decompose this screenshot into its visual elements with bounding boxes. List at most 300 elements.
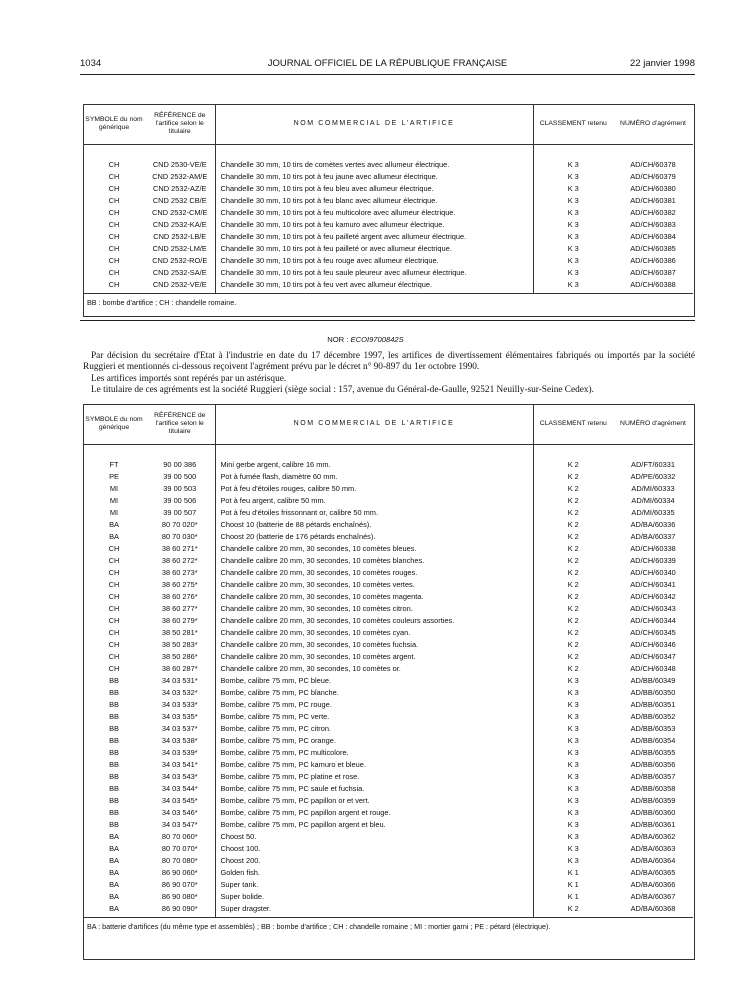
numero-cell: AD/CH/60341 <box>630 579 676 589</box>
numero-cell: AD/BB/60352 <box>630 711 676 721</box>
classement-cell: K 2 <box>567 579 579 589</box>
page-header <box>80 58 695 72</box>
reference-cell: CND 2532-AZ/E <box>153 183 207 193</box>
table-row <box>83 699 693 711</box>
reference-cell: CND 2532-CM/E <box>152 207 208 217</box>
numero-cell: AD/CH/60338 <box>630 543 676 553</box>
numero-cell: AD/MI/60335 <box>631 507 675 517</box>
numero-cell: AD/BB/60356 <box>630 759 676 769</box>
classement-cell: K 1 <box>567 867 579 877</box>
table-row <box>83 219 693 231</box>
table-row <box>83 807 693 819</box>
classement-cell: K 2 <box>567 459 579 469</box>
numero-cell: AD/BB/60359 <box>630 795 676 805</box>
numero-cell: AD/BB/60349 <box>630 675 676 685</box>
nom-commercial-cell: Bombe, calibre 75 mm, PC rouge. <box>215 699 533 711</box>
nom-commercial-cell: Super dragster. <box>215 903 533 918</box>
section-rule <box>80 320 695 321</box>
table-row <box>83 759 693 771</box>
symbole-cell: CH <box>108 231 120 241</box>
numero-cell: AD/BB/60350 <box>630 687 676 697</box>
col-nom-commercial: NOM COMMERCIAL DE L'ARTIFICE <box>215 104 533 144</box>
nom-commercial-cell: Bombe, calibre 75 mm, PC orange. <box>215 735 533 747</box>
reference-cell: 38 60 273* <box>161 567 198 577</box>
reference-cell: CND 2532-SA/E <box>152 267 207 277</box>
reference-cell: 38 60 287* <box>161 663 198 673</box>
numero-cell: AD/BA/60362 <box>630 831 676 841</box>
table-row <box>83 507 693 519</box>
classement-cell: K 3 <box>567 219 579 229</box>
symbole-cell: CH <box>108 639 120 649</box>
nom-commercial-cell: Chandelle 30 mm, 10 tirs pot à feu bleu avec allumeur électrique. <box>215 183 533 195</box>
decision-paragraph: Par décision du secrétaire d'Etat à l'industrie en date du 17 décembre 1997, les artifices de divertissement élémentaires fabriqués ou importés par la société Ruggieri et mentionnés ci-dessous reçoivent l'agrément prévu par le décret n° 90-897 du 1er octobre 1990. <box>83 351 695 372</box>
table-footnote-2: BA : batterie d'artifices (du même type et assemblés) ; BB : bombe d'artifice ; CH : chandelle romaine ; MI : mortier garni ; PE : pétard (électrique). <box>83 917 693 936</box>
symbole-cell: BB <box>109 699 119 709</box>
numero-cell: AD/CH/60382 <box>630 207 676 217</box>
nom-commercial-cell: Bombe, calibre 75 mm, PC papillon argent et rouge. <box>215 807 533 819</box>
symbole-cell: CH <box>108 543 120 553</box>
numero-cell: AD/CH/60347 <box>630 651 676 661</box>
reference-cell: 39 00 500 <box>163 471 197 481</box>
table-row <box>83 495 693 507</box>
table-row <box>83 171 693 183</box>
nom-commercial-cell: Chandelle calibre 20 mm, 30 secondes, 10 comètes couleurs assorties. <box>215 615 533 627</box>
table-row <box>83 159 693 171</box>
nom-commercial-cell: Chandelle 30 mm, 10 tirs pot à feu saule pleureur avec allumeur électrique. <box>215 267 533 279</box>
reference-cell: 38 60 275* <box>161 579 198 589</box>
symbole-cell: BA <box>109 891 119 901</box>
reference-cell: CND 2532-LB/E <box>153 231 207 241</box>
classement-cell: K 2 <box>567 615 579 625</box>
reference-cell: 86 90 090* <box>161 903 198 913</box>
reference-cell: CND 2530-VE/E <box>152 159 207 169</box>
table-row <box>83 783 693 795</box>
classement-cell: K 3 <box>567 855 579 865</box>
col-symbole: SYMBOLE du nom générique <box>83 104 145 144</box>
nom-commercial-cell: Pot à feu d'étoiles rouges, calibre 50 mm. <box>215 483 533 495</box>
classement-cell: K 2 <box>567 483 579 493</box>
table-footnote-1: BB : bombe d'artifice ; CH : chandelle romaine. <box>83 293 693 312</box>
col-numero: NUMÉRO d'agrément <box>613 404 693 444</box>
numero-cell: AD/BA/60363 <box>630 843 676 853</box>
nom-commercial-cell: Choost 50. <box>215 831 533 843</box>
nom-commercial-cell: Golden fish. <box>215 867 533 879</box>
classement-cell: K 3 <box>567 819 579 829</box>
classement-cell: K 3 <box>567 771 579 781</box>
col-classement: CLASSEMENT retenu <box>533 104 613 144</box>
table-row <box>83 843 693 855</box>
nom-commercial-cell: Pot à fumée flash, diamètre 60 mm. <box>215 471 533 483</box>
reference-cell: CND 2532 CB/E <box>152 195 207 205</box>
nom-commercial-cell: Chandelle calibre 20 mm, 30 secondes, 10 comètes blanches. <box>215 555 533 567</box>
reference-cell: 34 03 533* <box>161 699 198 709</box>
table-row <box>83 891 693 903</box>
numero-cell: AD/BB/60360 <box>630 807 676 817</box>
symbole-cell: CH <box>108 603 120 613</box>
numero-cell: AD/FT/60331 <box>631 459 675 469</box>
nom-commercial-cell: Chandelle 30 mm, 10 tirs pot à feu blanc avec allumeur électrique. <box>215 195 533 207</box>
reference-cell: 38 60 276* <box>161 591 198 601</box>
table-body-1 <box>83 144 693 293</box>
reference-cell: 38 60 277* <box>161 603 198 613</box>
numero-cell: AD/CH/60379 <box>630 171 676 181</box>
table-row <box>83 831 693 843</box>
import-note-paragraph: Les artifices importés sont repérés par un astérisque. <box>91 374 287 384</box>
reference-cell: 86 90 070* <box>161 879 198 889</box>
agrement-table-2 <box>83 404 693 936</box>
numero-cell: AD/BB/60354 <box>630 735 676 745</box>
nom-commercial-cell: Chandelle calibre 20 mm, 30 secondes, 10 comètes citron. <box>215 603 533 615</box>
reference-cell: 34 03 538* <box>161 735 198 745</box>
table-row <box>83 543 693 555</box>
reference-cell: 34 03 531* <box>161 675 198 685</box>
symbole-cell: BA <box>109 531 119 541</box>
numero-cell: AD/BA/60364 <box>630 855 676 865</box>
classement-cell: K 3 <box>567 243 579 253</box>
classement-cell: K 2 <box>567 519 579 529</box>
classement-cell: K 3 <box>567 267 579 277</box>
nom-commercial-cell: Bombe, calibre 75 mm, PC platine et rose. <box>215 771 533 783</box>
reference-cell: 34 03 546* <box>161 807 198 817</box>
nom-commercial-cell: Chandelle calibre 20 mm, 30 secondes, 10 comètes vertes. <box>215 579 533 591</box>
symbole-cell: BB <box>109 783 119 793</box>
table-row <box>83 603 693 615</box>
symbole-cell: CH <box>108 555 120 565</box>
nom-commercial-cell: Super tank. <box>215 879 533 891</box>
table-row <box>83 723 693 735</box>
symbole-cell: CH <box>108 267 120 277</box>
classement-cell: K 3 <box>567 735 579 745</box>
reference-cell: 80 70 080* <box>161 855 198 865</box>
symbole-cell: BA <box>109 855 119 865</box>
numero-cell: AD/BB/60355 <box>630 747 676 757</box>
classement-cell: K 3 <box>567 183 579 193</box>
reference-cell: 80 70 070* <box>161 843 198 853</box>
reference-cell: 38 60 272* <box>161 555 198 565</box>
table-row <box>83 279 693 294</box>
reference-cell: 86 90 060* <box>161 867 198 877</box>
nom-commercial-cell: Bombe, calibre 75 mm, PC papillon argent et bleu. <box>215 819 533 831</box>
numero-cell: AD/BA/60368 <box>630 903 676 913</box>
classement-cell: K 2 <box>567 531 579 541</box>
reference-cell: 80 70 060* <box>161 831 198 841</box>
numero-cell: AD/CH/60339 <box>630 555 676 565</box>
symbole-cell: BA <box>109 831 119 841</box>
nom-commercial-cell: Chandelle calibre 20 mm, 30 secondes, 10 comètes fuchsia. <box>215 639 533 651</box>
symbole-cell: BA <box>109 867 119 877</box>
symbole-cell: CH <box>108 591 120 601</box>
table-body-2 <box>83 444 693 917</box>
nom-commercial-cell: Chandelle 30 mm, 10 tirs pot à feu multicolore avec allumeur électrique. <box>215 207 533 219</box>
classement-cell: K 3 <box>567 699 579 709</box>
numero-cell: AD/CH/60342 <box>630 591 676 601</box>
table-row <box>83 819 693 831</box>
numero-cell: AD/CH/60385 <box>630 243 676 253</box>
table-row <box>83 255 693 267</box>
table-row <box>83 771 693 783</box>
symbole-cell: BB <box>109 675 119 685</box>
symbole-cell: BB <box>109 747 119 757</box>
classement-cell: K 2 <box>567 471 579 481</box>
reference-cell: 80 70 030* <box>161 531 198 541</box>
symbole-cell: BB <box>109 711 119 721</box>
symbole-cell: BB <box>109 759 119 769</box>
nom-commercial-cell: Bombe, calibre 75 mm, PC verte. <box>215 711 533 723</box>
reference-cell: 34 03 543* <box>161 771 198 781</box>
numero-cell: AD/CH/60387 <box>630 267 676 277</box>
nom-commercial-cell: Chandelle 30 mm, 10 tirs pot à feu pailleté or avec allumeur électrique. <box>215 243 533 255</box>
nom-commercial-cell: Choost 200. <box>215 855 533 867</box>
symbole-cell: BA <box>109 843 119 853</box>
numero-cell: AD/CH/60340 <box>630 567 676 577</box>
nom-commercial-cell: Bombe, calibre 75 mm, PC saule et fuchsia. <box>215 783 533 795</box>
classement-cell: K 2 <box>567 663 579 673</box>
nom-commercial-cell: Chandelle calibre 20 mm, 30 secondes, 10 comètes cyan. <box>215 627 533 639</box>
symbole-cell: BA <box>109 879 119 889</box>
classement-cell: K 2 <box>567 627 579 637</box>
classement-cell: K 3 <box>567 843 579 853</box>
numero-cell: AD/CH/60345 <box>630 627 676 637</box>
table-row <box>83 663 693 675</box>
reference-cell: 39 00 507 <box>163 507 197 517</box>
reference-cell: 39 00 506 <box>163 495 197 505</box>
classement-cell: K 2 <box>567 651 579 661</box>
table-row <box>83 231 693 243</box>
nom-commercial-cell: Pot à feu d'étoiles frissonnant or, calibre 50 mm. <box>215 507 533 519</box>
col-symbole: SYMBOLE du nom générique <box>83 404 145 444</box>
table-row <box>83 651 693 663</box>
reference-cell: 34 03 541* <box>161 759 198 769</box>
table-row <box>83 867 693 879</box>
table-row <box>83 747 693 759</box>
reference-cell: CND 2532-LM/E <box>152 243 207 253</box>
classement-cell: K 3 <box>567 795 579 805</box>
nom-commercial-cell: Mini gerbe argent, calibre 16 mm. <box>215 459 533 471</box>
reference-cell: 38 50 281* <box>161 627 198 637</box>
classement-cell: K 2 <box>567 495 579 505</box>
numero-cell: AD/BB/60357 <box>630 771 676 781</box>
classement-cell: K 3 <box>567 279 579 289</box>
table-row <box>83 195 693 207</box>
numero-cell: AD/BA/60367 <box>630 891 676 901</box>
numero-cell: AD/CH/60348 <box>630 663 676 673</box>
numero-cell: AD/CH/60344 <box>630 615 676 625</box>
table-row <box>83 903 693 918</box>
symbole-cell: PE <box>109 471 119 481</box>
classement-cell: K 1 <box>567 891 579 901</box>
classement-cell: K 1 <box>567 879 579 889</box>
symbole-cell: CH <box>108 207 120 217</box>
nom-commercial-cell: Chandelle 30 mm, 10 tirs pot à feu jaune avec allumeur électrique. <box>215 171 533 183</box>
classement-cell: K 3 <box>567 831 579 841</box>
nom-commercial-cell: Chandelle calibre 20 mm, 30 secondes, 10 comètes bleues. <box>215 543 533 555</box>
table-row <box>83 567 693 579</box>
numero-cell: AD/PE/60332 <box>630 471 676 481</box>
table-row <box>83 483 693 495</box>
classement-cell: K 3 <box>567 723 579 733</box>
table-row <box>83 627 693 639</box>
symbole-cell: CH <box>108 171 120 181</box>
table-row <box>83 531 693 543</box>
classement-cell: K 3 <box>567 675 579 685</box>
page-number: 1034 <box>80 58 102 69</box>
classement-cell: K 3 <box>567 207 579 217</box>
reference-cell: 34 03 532* <box>161 687 198 697</box>
nom-commercial-cell: Bombe, calibre 75 mm, PC citron. <box>215 723 533 735</box>
classement-cell: K 2 <box>567 591 579 601</box>
classement-cell: K 3 <box>567 159 579 169</box>
table-row <box>83 687 693 699</box>
col-numero: NUMÉRO d'agrément <box>613 104 693 144</box>
symbole-cell: FT <box>109 459 119 469</box>
symbole-cell: CH <box>108 195 120 205</box>
classement-cell: K 3 <box>567 255 579 265</box>
symbole-cell: BB <box>109 795 119 805</box>
col-reference: RÉFÉRENCE de l'artifice selon le titulaire <box>145 104 215 144</box>
symbole-cell: BB <box>109 807 119 817</box>
numero-cell: AD/BB/60351 <box>630 699 676 709</box>
classement-cell: K 3 <box>567 195 579 205</box>
spacer-row <box>83 144 693 159</box>
nom-commercial-cell: Chandelle calibre 20 mm, 30 secondes, 10 comètes argent. <box>215 651 533 663</box>
symbole-cell: BB <box>109 723 119 733</box>
symbole-cell: BB <box>109 687 119 697</box>
nor-label: NOR : <box>327 335 349 344</box>
numero-cell: AD/BA/60365 <box>630 867 676 877</box>
col-reference: RÉFÉRENCE de l'artifice selon le titulaire <box>145 404 215 444</box>
reference-cell: CND 2532-RO/E <box>152 255 208 265</box>
classement-cell: K 3 <box>567 783 579 793</box>
numero-cell: AD/MI/60333 <box>631 483 675 493</box>
reference-cell: 34 03 535* <box>161 711 198 721</box>
classement-cell: K 2 <box>567 543 579 553</box>
reference-cell: 34 03 539* <box>161 747 198 757</box>
table-row <box>83 735 693 747</box>
table-row <box>83 639 693 651</box>
classement-cell: K 3 <box>567 747 579 757</box>
agrement-table-1 <box>83 104 693 312</box>
nom-commercial-cell: Choost 10 (batterie de 88 pétards enchaînés). <box>215 519 533 531</box>
classement-cell: K 2 <box>567 603 579 613</box>
numero-cell: AD/CH/60346 <box>630 639 676 649</box>
nom-commercial-cell: Chandelle 30 mm, 10 tirs pot à feu vert avec allumeur électrique. <box>215 279 533 294</box>
classement-cell: K 2 <box>567 639 579 649</box>
reference-cell: 34 03 537* <box>161 723 198 733</box>
reference-cell: 39 00 503 <box>163 483 197 493</box>
classement-cell: K 2 <box>567 555 579 565</box>
numero-cell: AD/CH/60383 <box>630 219 676 229</box>
holder-paragraph: Le titulaire de ces agréments est la société Ruggieri (siège social : 157, avenue du Général-de-Gaulle, 92521 Neuilly-sur-Seine Cedex). <box>91 385 594 395</box>
reference-cell: 86 90 080* <box>161 891 198 901</box>
col-classement: CLASSEMENT retenu <box>533 404 613 444</box>
table-row <box>83 855 693 867</box>
reference-cell: 90 00 386 <box>163 459 197 469</box>
journal-title: JOURNAL OFFICIEL DE LA RÉPUBLIQUE FRANÇAISE <box>267 58 508 69</box>
classement-cell: K 3 <box>567 807 579 817</box>
table-row <box>83 615 693 627</box>
symbole-cell: CH <box>108 243 120 253</box>
numero-cell: AD/MI/60334 <box>631 495 675 505</box>
symbole-cell: CH <box>108 579 120 589</box>
numero-cell: AD/BA/60337 <box>630 531 676 541</box>
publication-date: 22 janvier 1998 <box>630 58 695 69</box>
nom-commercial-cell: Bombe, calibre 75 mm, PC papillon or et vert. <box>215 795 533 807</box>
symbole-cell: BA <box>109 519 119 529</box>
reference-cell: 34 03 547* <box>161 819 198 829</box>
nom-commercial-cell: Chandelle calibre 20 mm, 30 secondes, 10 comètes rouges. <box>215 567 533 579</box>
numero-cell: AD/BA/60366 <box>630 879 676 889</box>
symbole-cell: CH <box>108 663 120 673</box>
nom-commercial-cell: Chandelle calibre 20 mm, 30 secondes, 10 comètes or. <box>215 663 533 675</box>
reference-cell: 80 70 020* <box>161 519 198 529</box>
nom-commercial-cell: Bombe, calibre 75 mm, PC kamuro et bleue. <box>215 759 533 771</box>
symbole-cell: MI <box>109 507 119 517</box>
numero-cell: AD/CH/60343 <box>630 603 676 613</box>
spacer-row <box>83 444 693 459</box>
nor-code: ECOI9700842S <box>350 335 404 344</box>
table-row <box>83 459 693 471</box>
header-rule <box>80 74 695 75</box>
numero-cell: AD/CH/60378 <box>630 159 676 169</box>
table-row <box>83 795 693 807</box>
nom-commercial-cell: Chandelle 30 mm, 10 tirs de comètes vertes avec allumeur électrique. <box>215 159 533 171</box>
reference-cell: 38 50 286* <box>161 651 198 661</box>
table-row <box>83 555 693 567</box>
symbole-cell: BB <box>109 819 119 829</box>
table-row <box>83 243 693 255</box>
nor-line <box>0 335 731 344</box>
reference-cell: 34 03 544* <box>161 783 198 793</box>
reference-cell: 38 50 283* <box>161 639 198 649</box>
classement-cell: K 3 <box>567 687 579 697</box>
table-row <box>83 183 693 195</box>
numero-cell: AD/BB/60361 <box>630 819 676 829</box>
symbole-cell: BB <box>109 735 119 745</box>
nom-commercial-cell: Bombe, calibre 75 mm, PC blanche. <box>215 687 533 699</box>
nom-commercial-cell: Bombe, calibre 75 mm, PC bleue. <box>215 675 533 687</box>
symbole-cell: CH <box>108 183 120 193</box>
nom-commercial-cell: Chandelle 30 mm, 10 tirs pot à feu pailleté argent avec allumeur électrique. <box>215 231 533 243</box>
nom-commercial-cell: Super bolide. <box>215 891 533 903</box>
numero-cell: AD/CH/60386 <box>630 255 676 265</box>
classement-cell: K 3 <box>567 711 579 721</box>
nom-commercial-cell: Chandelle calibre 20 mm, 30 secondes, 10 comètes magenta. <box>215 591 533 603</box>
reference-cell: 38 60 271* <box>161 543 198 553</box>
table-row <box>83 519 693 531</box>
symbole-cell: BB <box>109 771 119 781</box>
symbole-cell: CH <box>108 159 120 169</box>
reference-cell: CND 2532-KA/E <box>152 219 207 229</box>
classement-cell: K 2 <box>567 507 579 517</box>
classement-cell: K 3 <box>567 171 579 181</box>
numero-cell: AD/BA/60336 <box>630 519 676 529</box>
table-row <box>83 591 693 603</box>
reference-cell: 34 03 545* <box>161 795 198 805</box>
reference-cell: CND 2532-AM/E <box>152 171 208 181</box>
classement-cell: K 3 <box>567 231 579 241</box>
numero-cell: AD/CH/60388 <box>630 279 676 289</box>
symbole-cell: CH <box>108 651 120 661</box>
table-row <box>83 711 693 723</box>
symbole-cell: CH <box>108 255 120 265</box>
symbole-cell: CH <box>108 219 120 229</box>
symbole-cell: MI <box>109 495 119 505</box>
reference-cell: 38 60 279* <box>161 615 198 625</box>
table-row <box>83 579 693 591</box>
symbole-cell: BA <box>109 903 119 913</box>
numero-cell: AD/CH/60384 <box>630 231 676 241</box>
numero-cell: AD/BB/60358 <box>630 783 676 793</box>
